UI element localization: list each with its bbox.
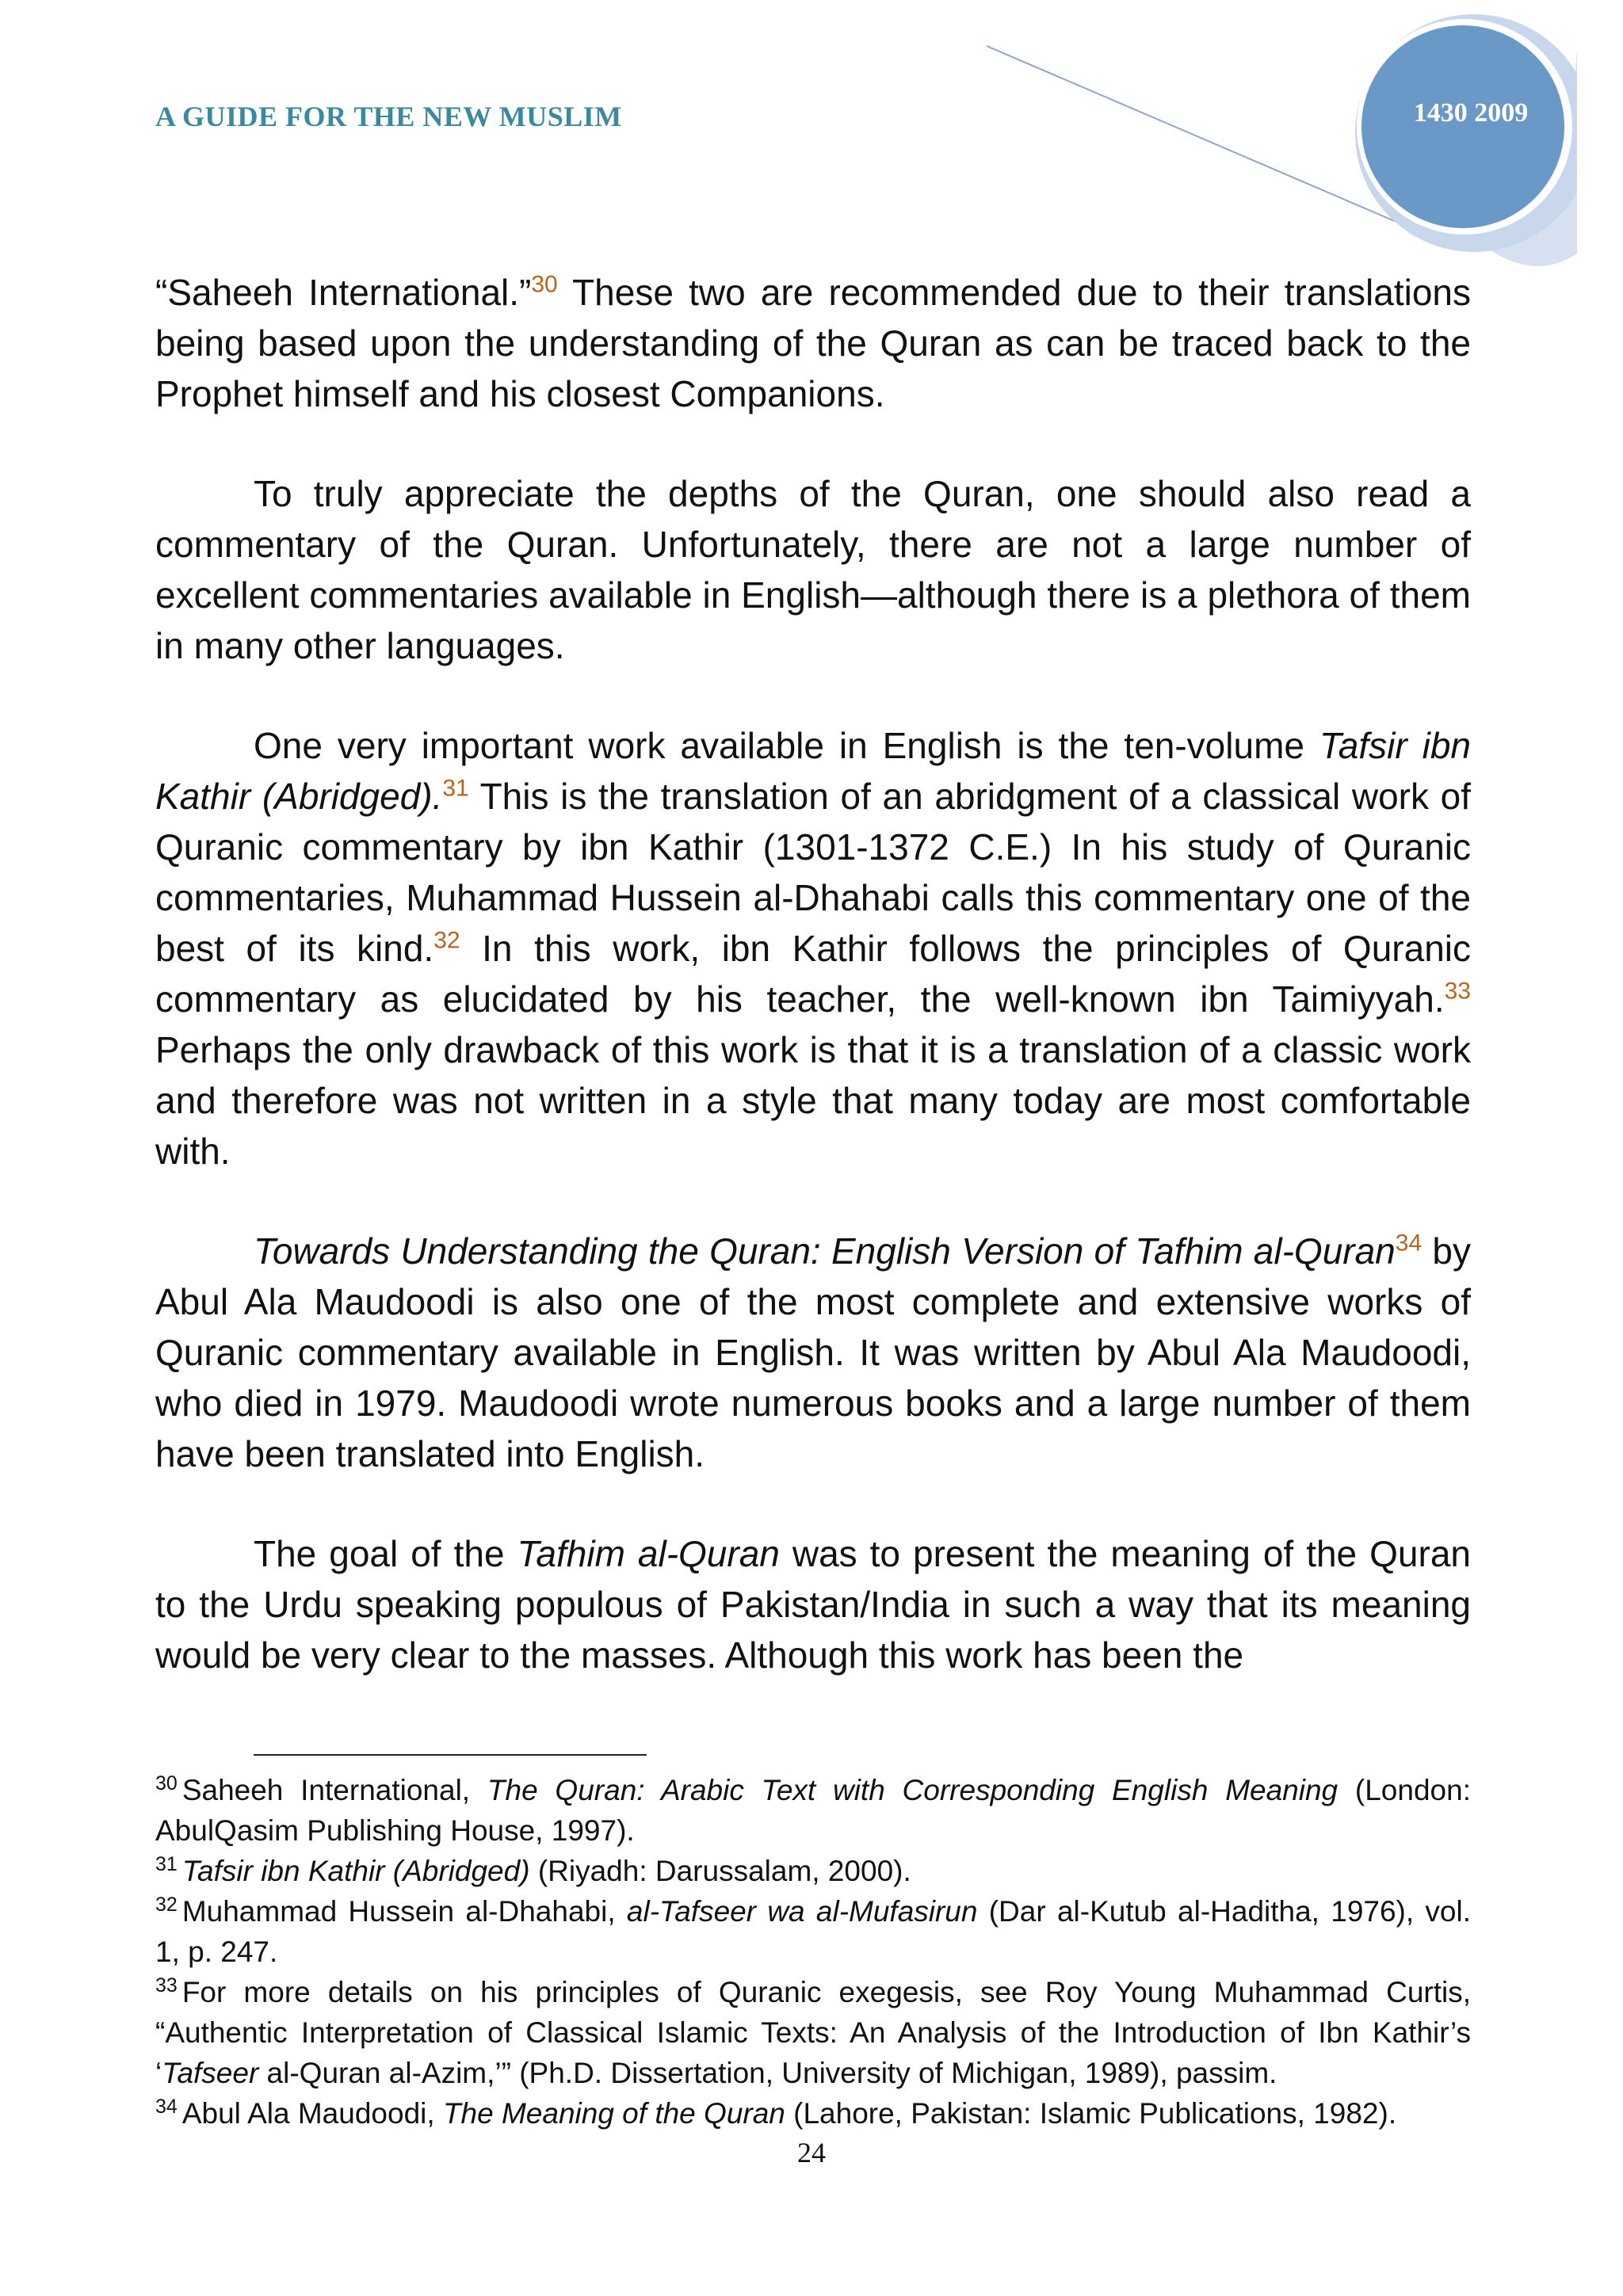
paragraph-3 [155, 720, 1471, 1177]
footnote-ref-30[interactable]: 30 [531, 271, 558, 298]
paragraph-text: was to present the meaning of the Quran to the Urdu speaking populous of Pakistan/India in such a way that its meaning would be very clear to the masses. Although this work has been the [155, 1533, 1471, 1676]
footnote-text: al-Quran al-Azim,’” (Ph.D. Dissertation, University of Michigan, 1989), passim. [258, 2057, 1277, 2089]
footnote-number: 33 [155, 1974, 178, 1997]
paragraph-1 [155, 267, 1471, 419]
header-year: 1430 2009 [1413, 98, 1529, 128]
paragraph-text: “Saheeh International.” [155, 272, 532, 313]
paragraph-2 [155, 468, 1471, 671]
paragraph-text: These two are recommended due to their translations being based upon the understanding of the Quran as can be traced back to the Prophet himself and his closest Companions. [155, 272, 1471, 414]
footnote-30 [155, 1770, 1471, 1851]
paragraph-text: The goal of the [254, 1533, 517, 1574]
footnote-number: 31 [155, 1852, 178, 1875]
footnote-text: Muhammad Hussein al-Dhahabi, [181, 1895, 627, 1928]
footnotes [155, 1770, 1471, 2134]
paragraph-text: To truly appreciate the depths of the Quran, one should also read a commentary of the Quran. Unfortunately, there are not a large number of excellent commentaries available in English—although there is a plethora of them in many other languages. [155, 473, 1471, 666]
footnote-number: 30 [155, 1772, 178, 1794]
footnote-text: For more details on his principles of Quranic exegesis, see Roy Young Muhammad Curtis, “Authentic Interpretation of Classical Islamic Texts: An Analysis of the Introduction of Ibn Kathir’s ‘ [155, 1976, 1471, 2089]
paragraph-text: Perhaps the only drawback of this work is that it is a translation of a classic work and therefore was not written in a style that many today are most comfortable with. [155, 1029, 1471, 1172]
footnote-34 [155, 2093, 1471, 2134]
footnote-text: Abul Ala Maudoodi, [181, 2097, 443, 2130]
book-title: Towards Understanding the Quran: English Version of Tafhim al-Quran [254, 1230, 1396, 1272]
footnote-title: al-Tafseer wa al-Mufasirun [626, 1895, 978, 1928]
footnote-title: Tafseer [162, 2057, 259, 2089]
footnote-text: (Dar al-Kutub al-Haditha, 1976), vol. 1, p. 247. [155, 1895, 1471, 1968]
book-title: Tafhim al-Quran [517, 1533, 780, 1574]
footnote-number: 34 [155, 2095, 178, 2118]
footnote-title: Tafsir ibn Kathir (Abridged) [181, 1855, 530, 1887]
footnote-32 [155, 1891, 1471, 1972]
footnote-text: (Riyadh: Darussalam, 2000). [529, 1855, 911, 1887]
footnote-ref-34[interactable]: 34 [1395, 1230, 1423, 1257]
body-text [155, 267, 1471, 1730]
book-title: Tafsir ibn Kathir (Abridged). [155, 725, 1471, 817]
paragraph-5 [155, 1528, 1471, 1680]
footnote-text: (London: AbulQasim Publishing House, 1997). [155, 1774, 1471, 1847]
paragraph-text: In this work, ibn Kathir follows the principles of Quranic commentary as elucidated by his teacher, the well-known ibn Taimiyyah. [155, 928, 1471, 1020]
footnote-33 [155, 1972, 1471, 2093]
paragraph-text: by Abul Ala Maudoodi is also one of the most complete and extensive works of Quranic commentary available in English. It was written by Abul Ala Maudoodi, who died in 1979. Maudoodi wrote numerous books and a large number of them have been translated into English. [155, 1230, 1471, 1474]
header-clip [1577, 0, 1623, 333]
header-diagonal-line [987, 46, 1419, 231]
footnote-ref-31[interactable]: 31 [442, 775, 469, 802]
header-title: A GUIDE FOR THE NEW MUSLIM [155, 101, 622, 132]
footnote-ref-32[interactable]: 32 [433, 927, 460, 954]
paragraph-text: One very important work available in English is the ten-volume [254, 725, 1319, 766]
footnote-text: Saheeh International, [181, 1774, 487, 1806]
footnote-divider [254, 1754, 647, 1756]
paragraph-4 [155, 1226, 1471, 1479]
footnote-text: (Lahore, Pakistan: Islamic Publications, 1982). [785, 2097, 1397, 2130]
footnote-ref-33[interactable]: 33 [1444, 978, 1471, 1005]
footnote-title: The Quran: Arabic Text with Corresponding English Meaning [487, 1774, 1338, 1806]
page-number: 24 [797, 2137, 826, 2168]
paragraph-text: This is the translation of an abridgment of a classical work of Quranic commentary by ibn Kathir (1301-1372 C.E.) In his study of Quranic commentaries, Muhammad Hussein al-Dhahabi calls this commentary one of the best of its kind. [155, 776, 1471, 969]
footnote-number: 32 [155, 1893, 178, 1916]
footnote-31 [155, 1851, 1471, 1891]
footnote-title: The Meaning of the Quran [442, 2097, 785, 2130]
